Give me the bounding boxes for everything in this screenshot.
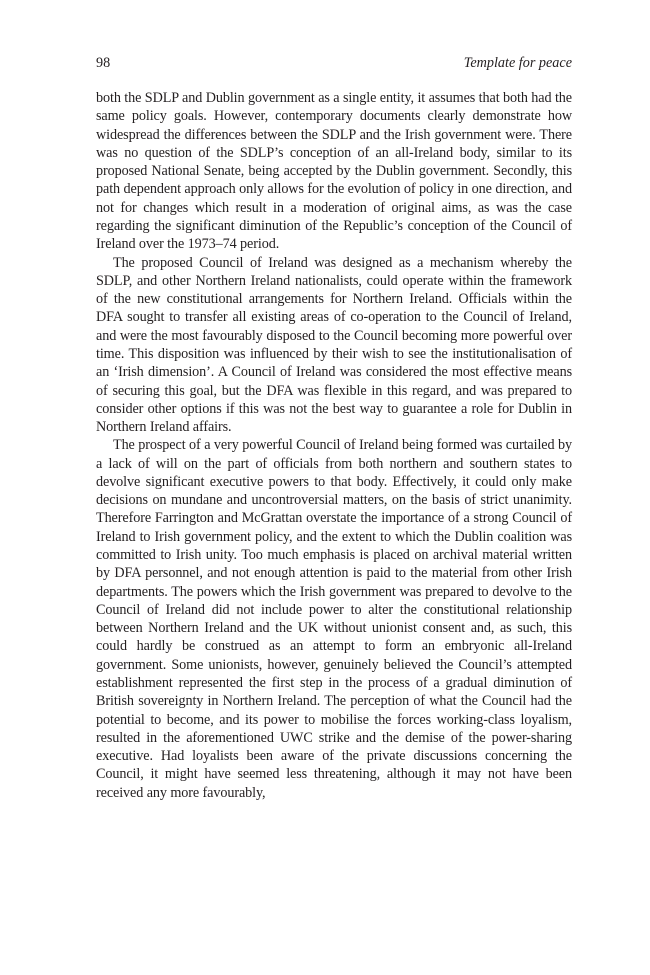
running-header — [96, 54, 572, 72]
paragraph-council-prospect: The prospect of a very powerful Council of Ireland being formed was curtailed by a lack of will on the part of officials from both northern and southern states to devolve significant executive powers to that body. Effectively, it could only make decisions on mundane and uncontroversial matters, on the basis of strict unanimity. Therefore Farrington and McGrattan overstate the importance of a strong Council of Ireland to Irish government policy, and the extent to which the Dublin coalition was committed to Irish unity. Too much emphasis is placed on archival material written by DFA personnel, and not enough attention is paid to the material from other Irish departments. The powers which the Irish government was prepared to devolve to the Council of Ireland did not include power to alter the constitutional relationship between Northern Ireland and the UK without unionist consent and, as such, this could hardly be construed as an attempt to form an embryonic all-Ireland government. Some unionists, however, genuinely believed the Council’s attempted establishment represented the first step in the process of a gradual diminution of British sovereignty in Northern Ireland. The perception of what the Council had the potential to become, and its power to mobilise the forces working-class loyalism, resulted in the aforementioned UWC strike and the demise of the power-sharing executive. Had loyalists been aware of the private discussions concerning the Council, it might have seemed less threatening, although it may not have been received any more favourably, — [96, 437, 572, 801]
body-text — [96, 89, 572, 802]
book-page — [96, 54, 572, 802]
paragraph-council-mechanism: The proposed Council of Ireland was designed as a mechanism whereby the SDLP, and other Northern Ireland nationalists, could operate within the framework of the new constitutional arrangements for Northern Ireland. Officials within the DFA sought to transfer all existing areas of co-operation to the Council of Ireland, and were the most favourably disposed to the Council becoming more powerful over time. This disposition was influenced by their wish to see the institutionalisation of an ‘Irish dimension’. A Council of Ireland was considered the most effective means of securing this goal, but the DFA was flexible in this regard, and was prepared to consider other options if this was not the best way to guarantee a role for Dublin in Northern Ireland affairs. — [96, 254, 572, 436]
paragraph-continued: both the SDLP and Dublin government as a single entity, it assumes that both had the same policy goals. However, contemporary documents clearly demonstrate how widespread the differences between the SDLP and the Irish government were. There was no question of the SDLP’s conception of an all-Ireland body, similar to its proposed National Senate, being accepted by the Dublin government. Secondly, this path dependent approach only allows for the evolution of policy in one direction, and not for changes which result in a moderation of original aims, as was the case regarding the significant diminution of the Republic’s conception of the Council of Ireland over the 1973–74 period. — [96, 90, 572, 253]
running-title: Template for peace — [463, 55, 572, 71]
page-number: 98 — [96, 55, 111, 71]
